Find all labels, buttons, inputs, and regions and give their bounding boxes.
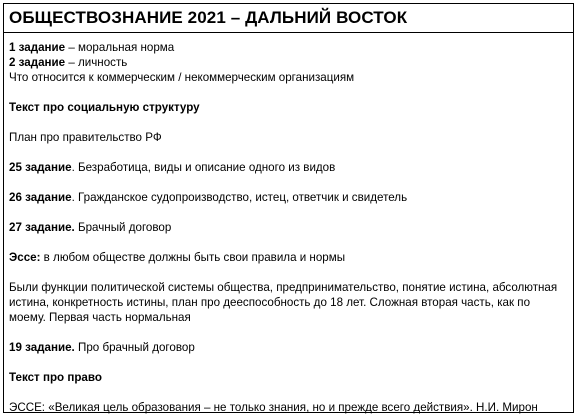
task-26-label: 26 задание (9, 191, 72, 204)
spacer (9, 85, 569, 100)
essay-line (9, 250, 569, 265)
task-19-label: 19 задание. (9, 341, 75, 354)
spacer (9, 355, 569, 370)
task-1-text: – моральная норма (65, 41, 175, 54)
spacer (9, 205, 569, 220)
essay-label: Эссе: (9, 251, 41, 264)
task-26-line (9, 190, 569, 205)
spacer (9, 265, 569, 280)
task-25-text: . Безработица, виды и описание одного из видов (71, 161, 336, 174)
task-2-text: – личность (65, 56, 128, 69)
task-27-text: Брачный договор (74, 221, 172, 234)
task-25-label: 25 задание (9, 161, 72, 174)
spacer (9, 175, 569, 190)
task-27-label: 27 задание. (9, 221, 75, 234)
task-2-label: 2 задание (9, 56, 66, 69)
government-plan-line: План про правительство РФ (9, 131, 162, 144)
content-cell (3, 32, 574, 413)
title-cell (3, 3, 574, 33)
task-27-line (9, 220, 569, 235)
spacer (9, 235, 569, 250)
spacer (9, 145, 569, 160)
social-structure-heading: Текст про социальную структуру (9, 101, 200, 114)
task-1-line (9, 40, 569, 55)
task-19-text: Про брачный договор (74, 341, 195, 354)
spacer (9, 325, 569, 340)
law-text-heading: Текст про право (9, 371, 102, 384)
task-25-line (9, 160, 569, 175)
page-title: ОБЩЕСТВОЗНАНИЕ 2021 – ДАЛЬНИЙ ВОСТОК (9, 8, 408, 27)
task-1-label: 1 задание (9, 41, 66, 54)
task-19-line (9, 340, 569, 355)
spacer (9, 385, 569, 400)
task-26-text: . Гражданское судопроизводство, истец, ответчик и свидетель (71, 191, 408, 204)
functions-paragraph: Были функции политической системы общества, предпринимательство, понятие истина, абсолютная истина, конкретность истины, план про дееспособность до 18 лет. Сложная вторая часть, как по моему. Первая часть нормальная (9, 281, 558, 324)
task-2-line (9, 55, 569, 70)
spacer (9, 115, 569, 130)
essay-text: в любом обществе должны быть свои правила и нормы (40, 251, 346, 264)
organizations-line: Что относится к коммерческим / некоммерческим организациям (9, 71, 355, 84)
essay-quote-line: ЭССЕ: «Великая цель образования – не только знания, но и прежде всего действия». Н.И. Мирон (9, 401, 538, 414)
